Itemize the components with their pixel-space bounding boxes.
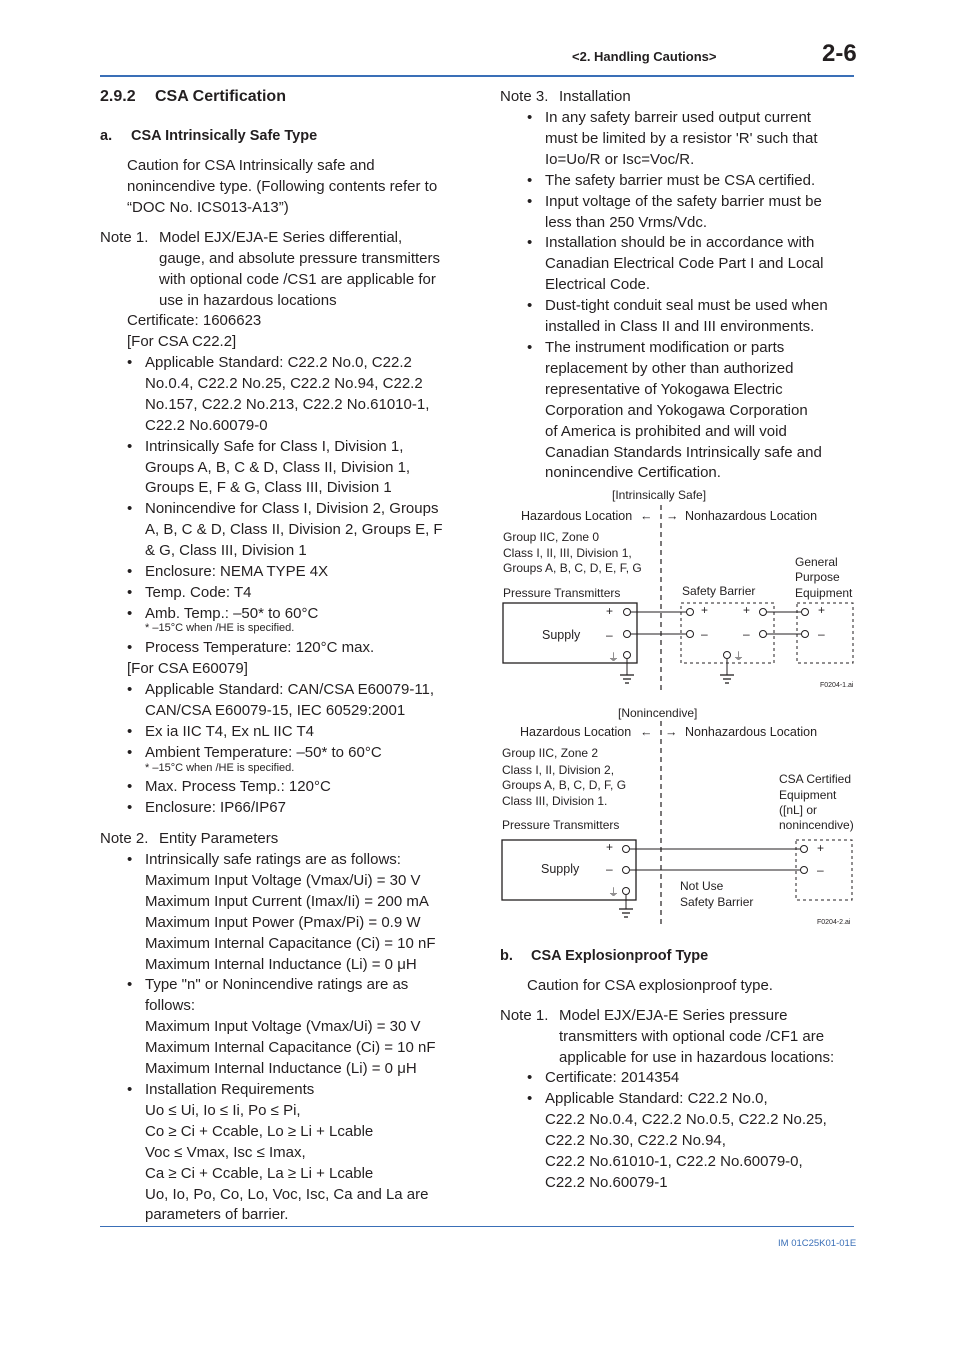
header-section: <2. Handling Cautions> [572, 49, 717, 64]
fig1-barrier-label: Safety Barrier [682, 584, 756, 598]
fig2-supply-label: Supply [541, 862, 580, 876]
b-note1-label: Note 1. [500, 1007, 549, 1024]
fig2-plus: + [606, 840, 614, 854]
subsection-b-label: b. [500, 948, 513, 964]
fig1-general-label: General [795, 555, 838, 569]
e60079-list [145, 680, 465, 764]
caution-b: Caution for CSA explosionproof type. [527, 977, 773, 994]
list-item: • Amb. Temp.: –50* to 60°C [145, 604, 465, 625]
svg-text:+: + [817, 841, 825, 855]
list-item: • Ambient Temperature: –50* to 60°C [145, 743, 465, 764]
fig2-ground-symbol: ⏚ [608, 887, 619, 899]
list-item: • Dust-tight conduit seal must be used when installed in Class II and III environments. [545, 296, 845, 338]
list-item: • Type "n" or Nonincendive ratings are as follows: Maximum Input Voltage (Vmax/Ui) = 30 V Maximum Internal Capacitance (Ci) = 10 nF Maximum Internal Inductance (Li) = 0 μH [145, 975, 465, 1080]
fig2-minus: – [606, 862, 613, 876]
doc-id: IM 01C25K01-01E [778, 1238, 857, 1249]
svg-text:–: – [701, 627, 708, 641]
section-title: CSA Certification [155, 88, 286, 105]
fig1-id: F0204-1.ai [820, 682, 854, 689]
fig1-terminal [624, 652, 631, 659]
note1-text: Model EJX/EJA-E Series differential, gauge, and absolute pressure transmitters with optional code /CS1 are applicable for use in hazardous locations [159, 229, 440, 309]
list-item: • Max. Process Temp.: 120°C [145, 777, 331, 798]
svg-text:–: – [818, 627, 825, 641]
note3-label: Note 3. [500, 88, 549, 105]
process-temp: • Process Temperature: 120°C max. [145, 638, 954, 659]
list-item: • In any safety barreir used output current must be limited by a resistor 'R' such that Io=Uo/R or Isc=Voc/R. [545, 108, 845, 171]
fig2-arrow-left: ← [640, 725, 653, 739]
fig2-arrow-right: → [665, 725, 678, 739]
header-rule [100, 75, 854, 77]
list-item: • Ex ia IIC T4, Ex nL IIC T4 [145, 722, 465, 743]
subsection-a-title: CSA Intrinsically Safe Type [131, 128, 318, 144]
fig1-supply-label: Supply [542, 628, 581, 642]
fig2-csa-label: CSA Certified [779, 772, 852, 786]
fig2-group-line: Group IIC, Zone 2 [502, 746, 599, 760]
fig2-csa-label: Equipment [779, 788, 837, 802]
note3-list [545, 108, 845, 484]
fig1-hazardous-label: Hazardous Location [521, 509, 633, 523]
fig2-id: F0204-2.ai [817, 919, 851, 926]
page-number: 2-6 [822, 40, 857, 67]
note3-title: Installation [559, 88, 631, 105]
svg-text:+: + [701, 603, 709, 617]
fig1-arrow-right: → [666, 509, 679, 523]
b-note1-list [545, 1068, 855, 1193]
e60079-head: [For CSA E60079] [127, 660, 248, 677]
svg-text:+: + [818, 603, 826, 617]
fig2-nonhazardous-label: Nonhazardous Location [685, 725, 818, 739]
svg-text:–: – [743, 627, 750, 641]
c222-list [145, 353, 465, 625]
list-item: • The safety barrier must be CSA certified. [545, 171, 845, 192]
fig1-minus: – [606, 628, 613, 642]
list-item: • Applicable Standard: C22.2 No.0, C22.2 No.0.4, C22.2 No.25, C22.2 No.94, C22.2 No.157, C22.2 No.213, C22.2 No.61010-1, C22.2 No.60079-0 [145, 353, 465, 437]
diagram-intrinsically-safe [490, 485, 870, 695]
note2-list [145, 850, 465, 1226]
diagram-nonincendive [490, 703, 870, 928]
fig2-group-line: Class III, Division 1. [502, 794, 608, 808]
note2-title: Entity Parameters [159, 830, 279, 847]
svg-text:+: + [743, 603, 751, 617]
list-item: • Enclosure: NEMA TYPE 4X [145, 562, 465, 583]
list-item: • Temp. Code: T4 [145, 583, 465, 604]
fig1-nonhazardous-label: Nonhazardous Location [685, 509, 818, 523]
list-item: • Enclosure: IP66/IP67 [145, 798, 331, 819]
b-note1-text: Model EJX/EJA-E Series pressure transmitters with optional code /CF1 are applicable for use in hazardous locations: [559, 1007, 835, 1066]
footnote: * –15°C when /HE is specified. [145, 762, 295, 774]
list-item: • Nonincendive for Class I, Division 2, Groups A, B, C & D, Class II, Division 2, Groups E, F & G, Class III, Division 1 [145, 499, 465, 562]
fig1-general-label: Equipment [795, 586, 853, 600]
fig1-ground-symbol: ⏚ [608, 652, 619, 664]
list-item: • Installation should be in accordance with Canadian Electrical Code Part I and Local Electrical Code. [545, 233, 845, 296]
svg-text:⏚: ⏚ [733, 651, 744, 663]
fig1-plus: + [606, 604, 614, 618]
list-item: • The instrument modification or parts replacement by other than authorized representative of Yokogawa Electric Corporation and Yokogawa Corporation of America is prohibited and will void Canadian Standards Intrinsically safe and nonincendive Certification. [545, 338, 845, 484]
note2-label: Note 2. [100, 830, 149, 847]
note1-certificate: Certificate: 1606623 [For CSA C22.2] [127, 312, 262, 350]
note1-label: Note 1. [100, 229, 149, 246]
caution-a: Caution for CSA Intrinsically safe and nonincendive type. (Following contents refer to “DOC No. ICS013-A13”) [127, 157, 438, 216]
fig2-group-line: Groups A, B, C, D, F, G [502, 778, 627, 792]
fig2-transmitter-label: Pressure Transmitters [502, 818, 620, 832]
e60079-list-2 [145, 777, 331, 819]
fig1-group-line: Class I, II, III, Division 1, [503, 546, 632, 560]
list-item: • Installation Requirements Uo ≤ Ui, Io ≤ Ii, Po ≤ Pi, Co ≥ Ci + Ccable, Lo ≥ Li + Lcable Voc ≤ Vmax, Isc ≤ Imax, Ca ≥ Ci + Ccable, La ≥ Li + Lcable Uo, Io, Po, Co, Lo, Voc, Isc, Ca and La are parameters of barrier. [145, 1080, 465, 1226]
subsection-a-label: a. [100, 128, 113, 144]
footer-rule [100, 1226, 854, 1227]
fig2-title: [Nonincendive] [618, 706, 698, 720]
list-item: • Certificate: 2014354 [545, 1068, 855, 1089]
list-item: • Intrinsically safe ratings are as follows: Maximum Input Voltage (Vmax/Ui) = 30 V Maximum Input Current (Imax/Ii) = 200 mA Maximum Input Power (Pmax/Pi) = 0.9 W Maximum Internal Capacitance (Ci) = 10 nF Maximum Internal Inductance (Li) = 0 μH [145, 850, 465, 975]
fig2-notuse-label: Safety Barrier [680, 895, 754, 909]
list-item: • Applicable Standard: C22.2 No.0, C22.2 No.0.4, C22.2 No.0.5, C22.2 No.25, C22.2 No.30, C22.2 No.94, C22.2 No.61010-1, C22.2 No.60079-0, C22.2 No.60079-1 [545, 1089, 855, 1194]
fig2-csa-label: ([nL] or [779, 803, 818, 817]
subsection-b-title: CSA Explosionproof Type [531, 948, 709, 964]
fig2-csa-label: nonincendive) [779, 818, 854, 832]
fig1-general-label: Purpose [795, 570, 840, 584]
fig2-hazardous-label: Hazardous Location [520, 725, 632, 739]
fig1-arrow-left: ← [640, 509, 653, 523]
svg-text:–: – [817, 863, 824, 877]
list-item: • Intrinsically Safe for Class I, Division 1, Groups A, B, C & D, Class II, Division 1, Groups E, F & G, Class III, Division 1 [145, 437, 465, 500]
list-item: • Input voltage of the safety barrier must be less than 250 Vrms/Vdc. [545, 192, 845, 234]
fig1-terminal [624, 609, 631, 616]
fig2-group-line: Class I, II, Division 2, [502, 763, 615, 777]
fig2-notuse-label: Not Use [680, 879, 724, 893]
fig1-group-line: Group IIC, Zone 0 [503, 530, 600, 544]
fig1-terminal [624, 631, 631, 638]
fig1-transmitter-label: Pressure Transmitters [503, 586, 621, 600]
footnote: * –15°C when /HE is specified. [145, 622, 295, 634]
section-number: 2.9.2 [100, 88, 136, 105]
fig1-title: [Intrinsically Safe] [612, 488, 707, 502]
fig1-group-line: Groups A, B, C, D, E, F, G [503, 561, 642, 575]
list-item: • Applicable Standard: CAN/CSA E60079-11, CAN/CSA E60079-15, IEC 60529:2001 [145, 680, 465, 722]
